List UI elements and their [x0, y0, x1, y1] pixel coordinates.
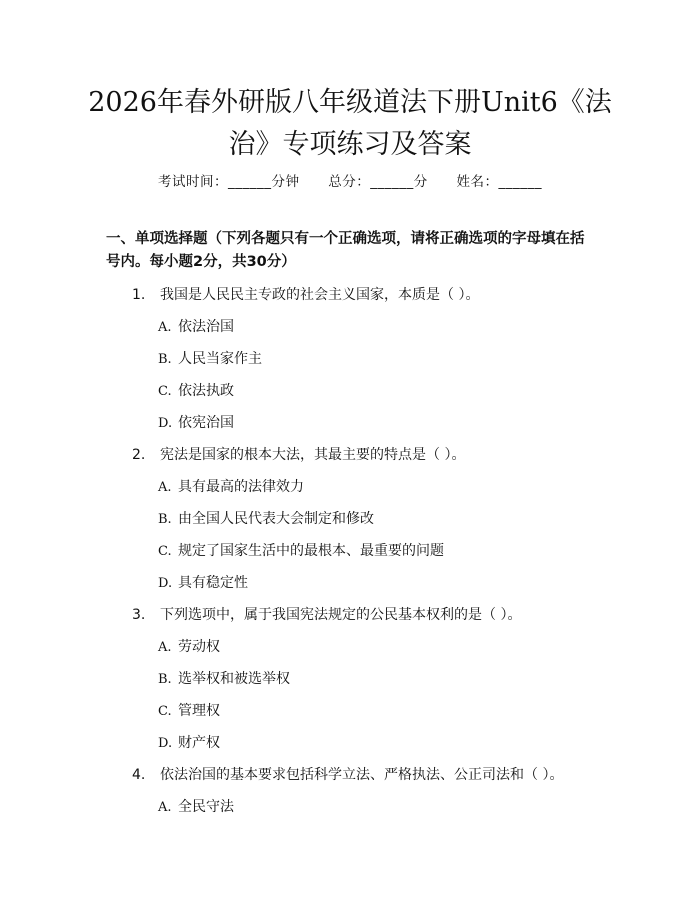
option-label: A. [158, 320, 172, 335]
option-label: D. [158, 736, 173, 751]
exam-name: 姓名：______ [456, 174, 543, 190]
option-text: 选举权和被选举权 [178, 671, 290, 687]
option-text: 依法治国 [178, 319, 234, 335]
option-text: 具有稳定性 [178, 575, 248, 591]
exam-score: 总分：______分 [328, 174, 428, 190]
question-2-option-c [158, 540, 444, 560]
question-1-option-b [158, 348, 262, 368]
title-line-2: 治》专项练习及答案 [228, 129, 472, 160]
option-label: A. [158, 800, 172, 815]
question-2-option-b [158, 508, 374, 528]
exam-info [0, 170, 700, 190]
question-3 [132, 604, 521, 624]
question-2-option-d [158, 572, 248, 592]
question-2 [132, 444, 465, 464]
option-text: 财产权 [178, 735, 220, 751]
option-label: D. [158, 576, 173, 591]
question-1-option-a [158, 316, 234, 336]
question-text: 宪法是国家的根本大法，其最主要的特点是（ ）。 [160, 447, 466, 463]
question-3-option-b [158, 668, 290, 688]
option-text: 人民当家作主 [178, 351, 262, 367]
option-label: A. [158, 480, 172, 495]
question-3-option-a [158, 636, 220, 656]
option-label: C. [158, 384, 172, 399]
option-label: B. [158, 352, 172, 367]
question-number: 2. [132, 447, 146, 463]
question-number: 1. [132, 287, 146, 303]
question-text: 我国是人民民主专政的社会主义国家，本质是（ ）。 [160, 287, 480, 303]
question-4 [132, 764, 563, 784]
question-3-option-d [158, 732, 220, 752]
option-label: B. [158, 512, 172, 527]
option-label: B. [158, 672, 172, 687]
option-text: 依宪治国 [178, 415, 234, 431]
question-text: 下列选项中，属于我国宪法规定的公民基本权利的是（ ）。 [160, 607, 522, 623]
question-1-option-c [158, 380, 234, 400]
question-1 [132, 284, 479, 304]
option-text: 管理权 [178, 703, 220, 719]
question-2-option-a [158, 476, 304, 496]
exam-time: 考试时间：______分钟 [157, 174, 300, 190]
question-text: 依法治国的基本要求包括科学立法、严格执法、公正司法和（ ）。 [160, 767, 564, 783]
question-number: 4. [132, 767, 146, 783]
question-3-option-c [158, 700, 220, 720]
title-line-1: 2026年春外研版八年级道法下册Unit6《法 [88, 87, 612, 118]
option-text: 全民守法 [178, 799, 234, 815]
option-text: 依法执政 [178, 383, 234, 399]
option-text: 由全国人民代表大会制定和修改 [178, 511, 374, 527]
question-1-option-d [158, 412, 234, 432]
question-4-option-a [158, 796, 234, 816]
question-number: 3. [132, 607, 146, 623]
document-title [80, 82, 620, 166]
option-label: C. [158, 544, 172, 559]
option-text: 具有最高的法律效力 [178, 479, 304, 495]
option-label: C. [158, 704, 172, 719]
option-text: 劳动权 [178, 639, 220, 655]
option-label: A. [158, 640, 172, 655]
section-heading: 一、单项选择题（下列各题只有一个正确选项，请将正确选项的字母填在括号内。每小题2分，共30分） [106, 231, 585, 270]
option-label: D. [158, 416, 173, 431]
option-text: 规定了国家生活中的最根本、最重要的问题 [178, 543, 444, 559]
